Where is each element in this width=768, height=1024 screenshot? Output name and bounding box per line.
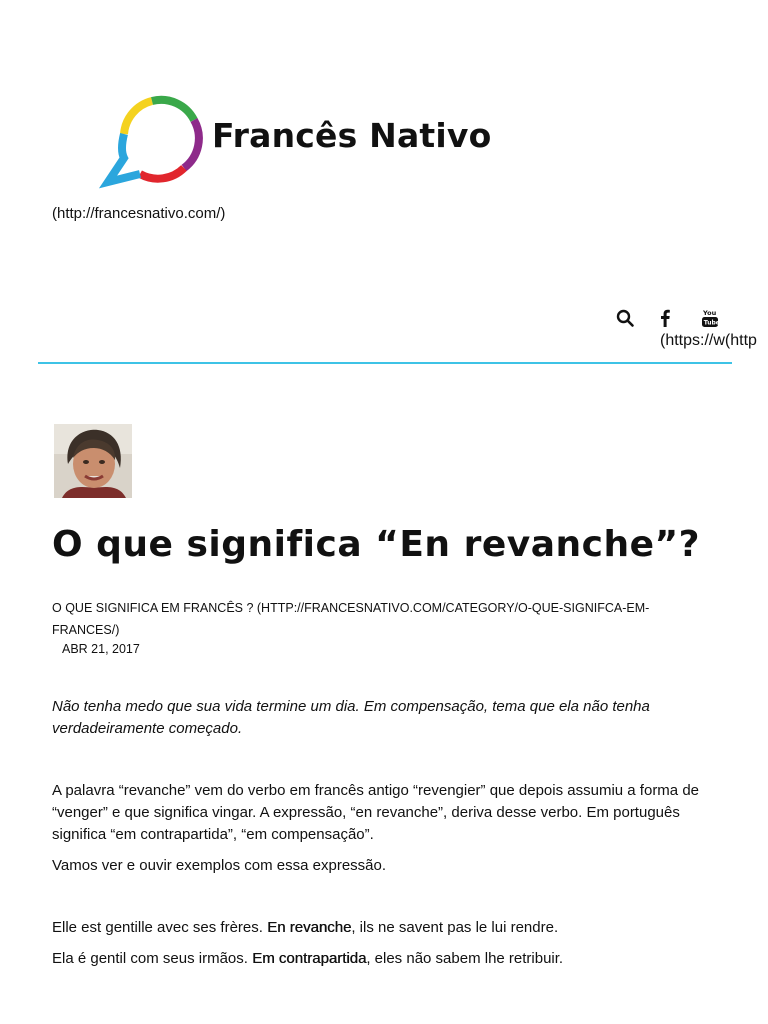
author-avatar [54, 424, 132, 498]
home-link[interactable]: (http://francesnativo.com/) [52, 205, 226, 222]
example-portuguese [52, 948, 712, 970]
logo-speech-bubble-icon [104, 92, 208, 188]
post-paragraph-intro: A palavra “revanche” vem do verbo em francês antigo “revengier” que depois assumiu a forma de “venger” e que significa vingar. A expressão, “en revanche”, deriva desse verbo. Em português significa “em contrapartida”, “em compensação”. [52, 782, 699, 843]
youtube-icon [702, 308, 718, 328]
svg-text:Tube: Tube [703, 319, 720, 327]
site-logo-link[interactable] [104, 92, 492, 188]
facebook-url-text[interactable]: (https://w [660, 332, 725, 349]
facebook-icon [659, 309, 671, 327]
example-portuguese-before: Ela é gentil com seus irmãos. [52, 950, 253, 967]
post-title: O que significa “En revanche”? [52, 524, 701, 565]
youtube-link[interactable] [698, 306, 722, 330]
svg-text:You: You [703, 309, 717, 317]
example-portuguese-after: , eles não sabem lhe retribuir. [366, 950, 564, 967]
search-icon [616, 309, 634, 327]
site-name: Francês Nativo [212, 116, 492, 155]
social-links-text [660, 332, 757, 350]
example-french-before: Elle est gentille avec ses frères. [52, 919, 268, 936]
post-category-link[interactable]: O QUE SIGNIFICA EM FRANCÊS ? (HTTP://FRANCESNATIVO.COM/CATEGORY/O-QUE-SIGNIFCA-EM-FRANCES/) [52, 601, 650, 637]
post-date: ABR 21, 2017 [62, 642, 140, 656]
example-french-highlight: En revanche [267, 919, 352, 936]
facebook-link[interactable] [654, 306, 676, 330]
example-french [52, 917, 712, 939]
post-quote: Não tenha medo que sua vida termine um dia. Em compensação, tema que ela não tenha verdadeiramente começado. [52, 698, 650, 737]
youtube-url-text[interactable]: (http [724, 332, 757, 349]
example-french-after: , ils ne savent pas le lui rendre. [351, 919, 559, 936]
post-paragraph-examples: Vamos ver e ouvir exemplos com essa expressão. [52, 857, 387, 874]
search-button[interactable] [613, 306, 637, 330]
example-portuguese-highlight: Em contrapartida [252, 950, 367, 967]
header-divider [38, 362, 732, 364]
